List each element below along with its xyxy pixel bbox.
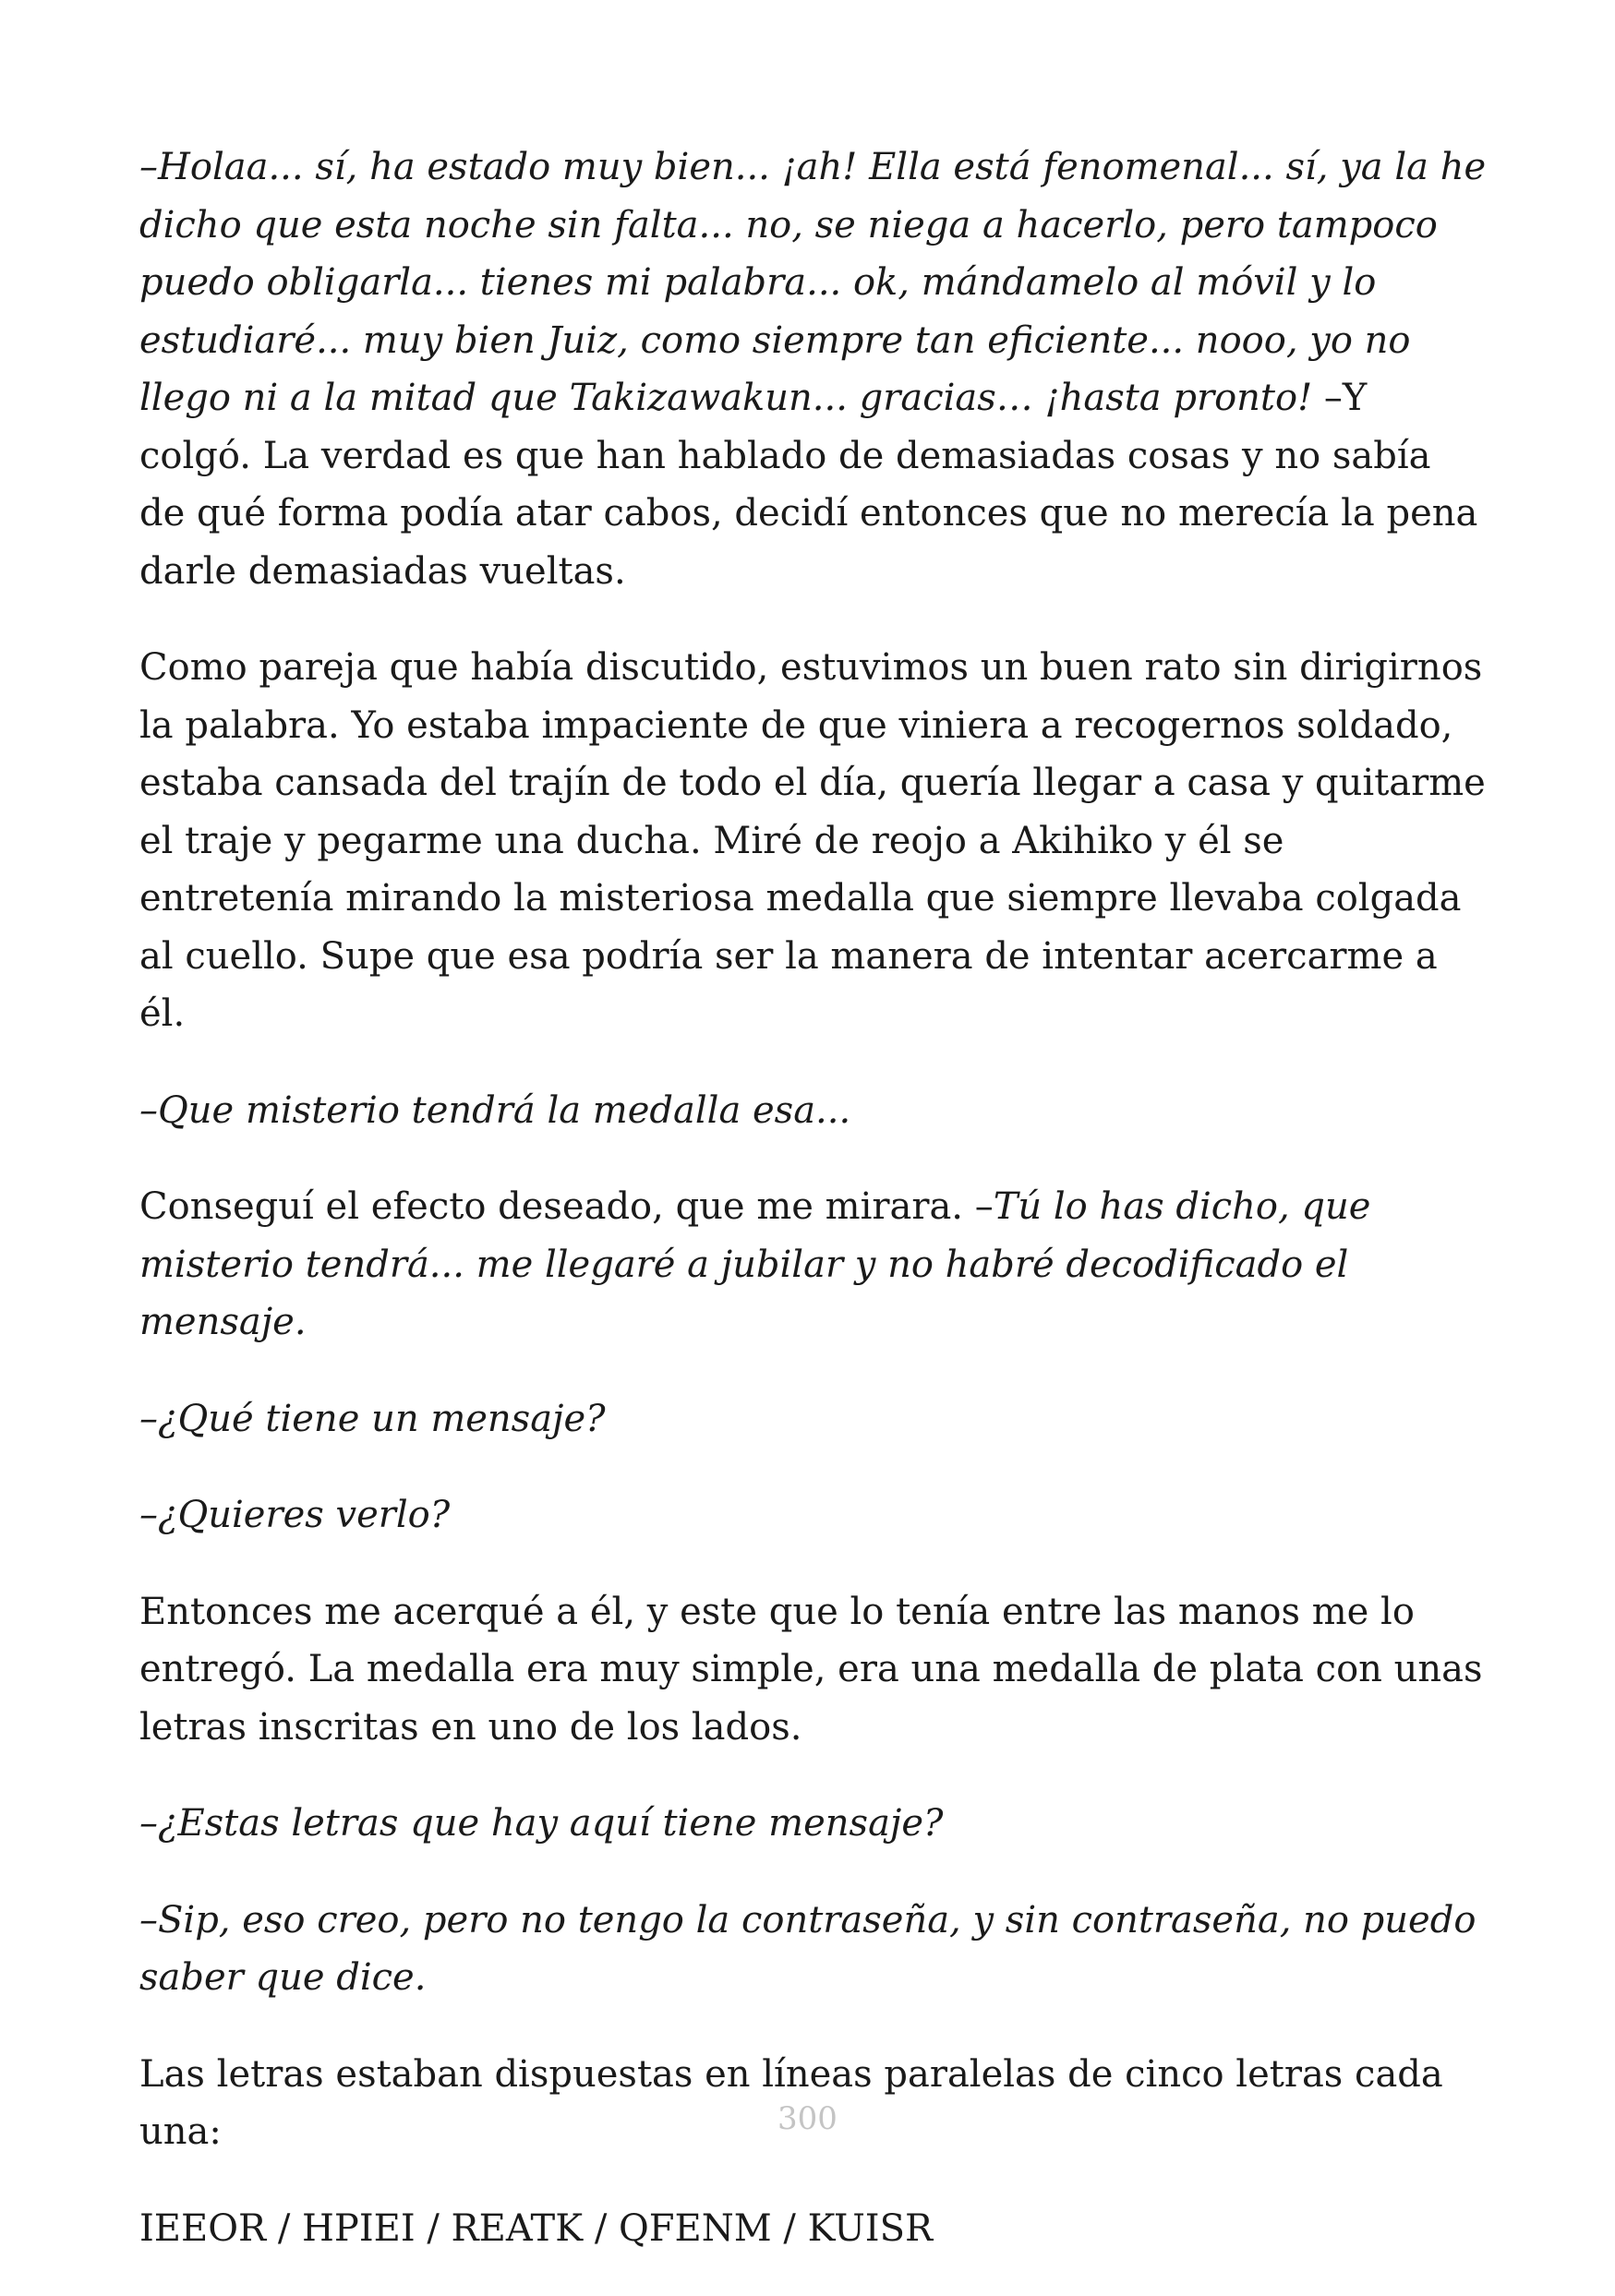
text-run: Conseguí el efecto deseado, que me mirara. – — [139, 1185, 994, 1228]
italic-run: –Holaa... sí, ha estado muy bien... ¡ah! Ella está fenomenal... sí, ya la he dicho que esta noche sin falta... no, se niega a hacerlo, pero tampoco puedo obligarla... tienes mi palabra... ok, mándamelo al móvil y lo estudiaré... muy bien Juiz, como siempre tan eficiente... nooo, yo no llego ni a la mitad que Takizawakun... gracias… ¡hasta pronto! — [139, 146, 1487, 419]
paragraph-6 — [139, 1486, 1488, 1545]
text-run: IEEOR / HPIEI / REATK / QFENM / KUISR — [139, 2206, 934, 2250]
text-run: Las letras estaban dispuestas en líneas paralelas de cinco letras cada una: — [139, 2052, 1443, 2153]
paragraph-2 — [139, 639, 1488, 1043]
paragraph-4 — [139, 1178, 1488, 1352]
italic-run: –¿Quieres verlo? — [139, 1494, 451, 1536]
page-number: 300 — [777, 2100, 838, 2137]
paragraph-3 — [139, 1082, 1488, 1140]
italic-run: Tú lo has dicho, que misterio tendrá... me llegaré a jubilar y no habré decodificado el mensaje. — [139, 1185, 1371, 1343]
italic-run: –¿Qué tiene un mensaje? — [139, 1397, 606, 1440]
paragraph-9 — [139, 1892, 1488, 2007]
text-run: Como pareja que había discutido, estuvimos un buen rato sin dirigirnos la palabra. Yo estaba impaciente de que viniera a recogernos soldado, estaba cansada del trajín de todo el día, quería llegar a casa y quitarme el traje y pegarme una ducha. Miré de reojo a Akihiko y él se entretenía mirando la misteriosa medalla que siempre llevaba colgada al cuello. Supe que esa podría ser la manera de intentar acercarme a él. — [139, 646, 1486, 1035]
paragraph-1 — [139, 138, 1488, 600]
cipher-letters — [139, 2200, 1488, 2258]
text-run: Entonces me acerqué a él, y este que lo tenía entre las manos me lo entregó. La medalla era muy simple, era una medalla de plata con unas letras inscritas en uno de los lados. — [139, 1590, 1483, 1749]
paragraph-7 — [139, 1583, 1488, 1757]
page-body — [139, 138, 1488, 2296]
italic-run: –Que misterio tendrá la medalla esa... — [139, 1088, 851, 1132]
text-run: –Y colgó. La verdad es que han hablado de demasiadas cosas y no sabía de qué forma podía atar cabos, decidí entonces que no merecía la pena darle demasiadas vueltas. — [139, 377, 1478, 593]
italic-run: –¿Estas letras que hay aquí tiene mensaje? — [139, 1802, 944, 1845]
italic-run: –Sip, eso creo, pero no tengo la contraseña, y sin contraseña, no puedo saber que dice. — [139, 1898, 1476, 1999]
paragraph-5 — [139, 1390, 1488, 1449]
paragraph-8 — [139, 1795, 1488, 1853]
